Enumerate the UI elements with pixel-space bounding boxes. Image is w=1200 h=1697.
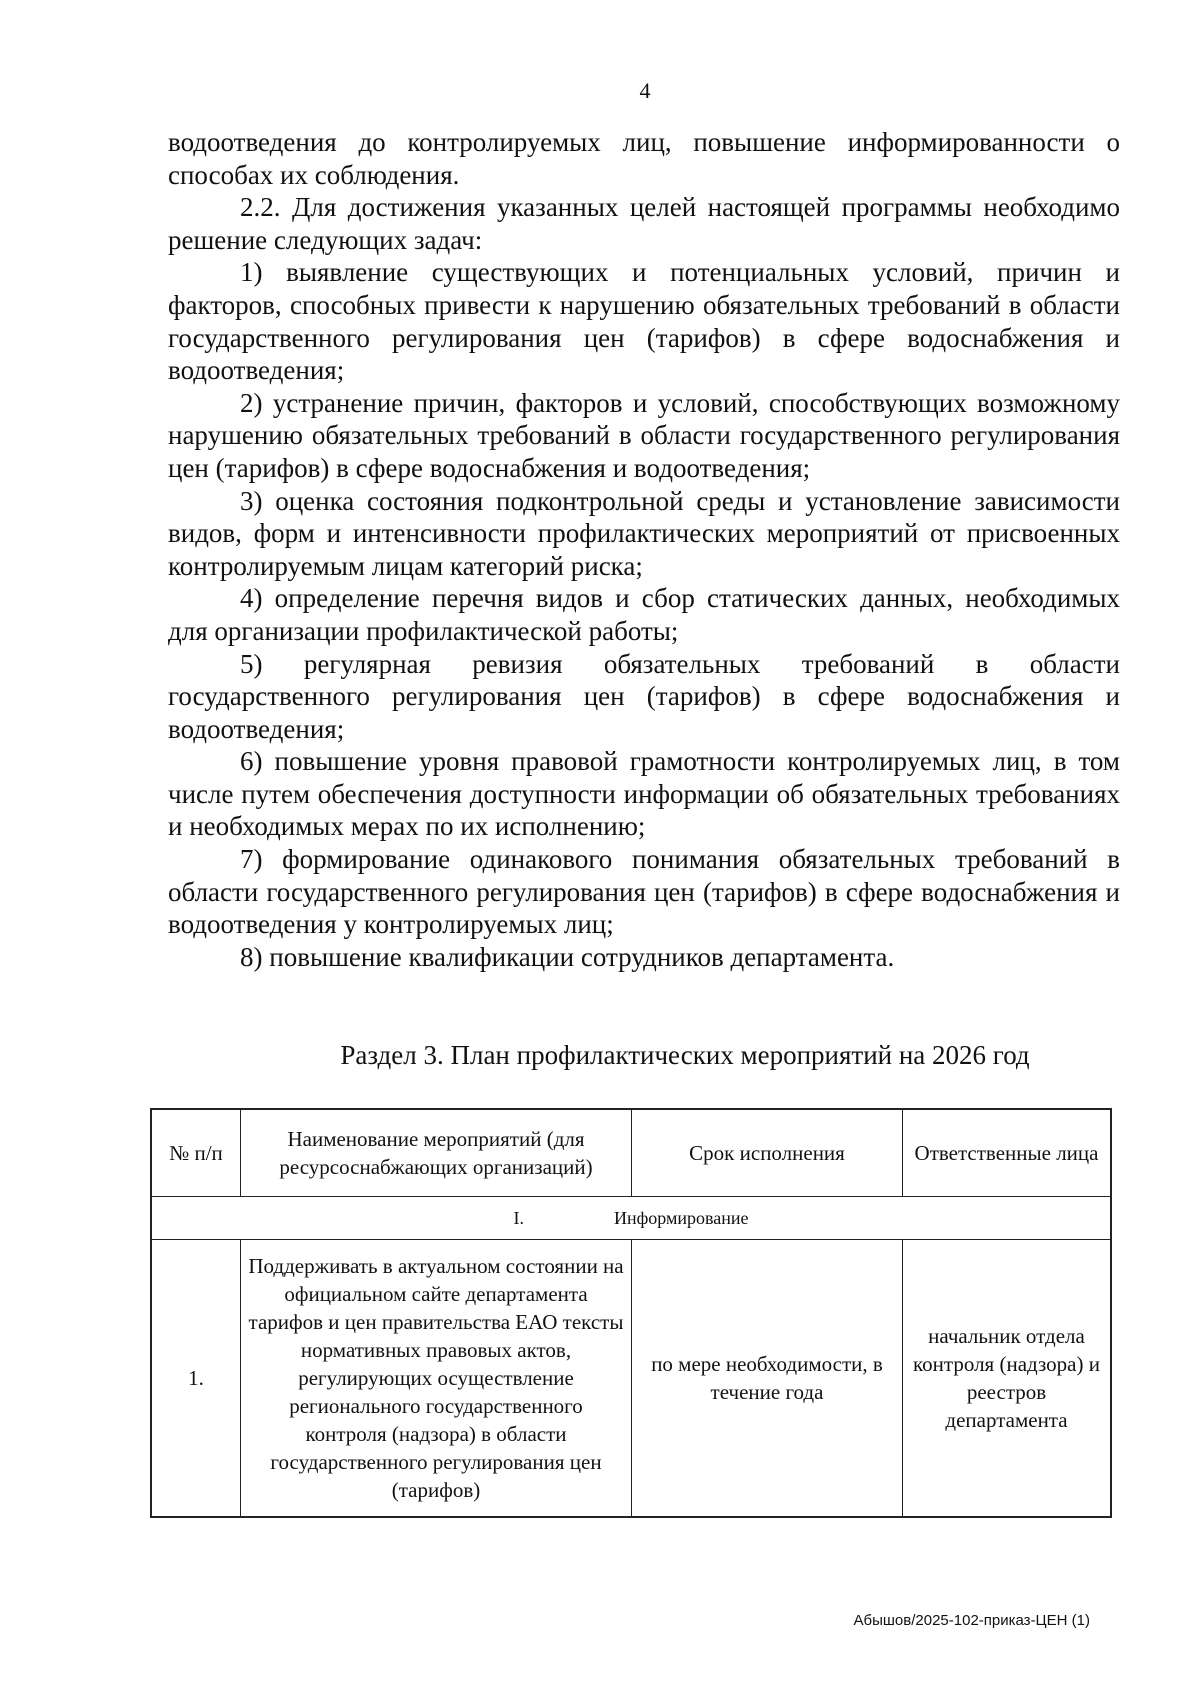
table-row — [151, 1240, 1111, 1518]
task-item: 5) регулярная ревизия обязательных требований в области государственного регулирования цен (тарифов) в сфере водоснабжения и водоотведения; — [168, 648, 1120, 744]
header-responsible: Ответственные лица — [903, 1109, 1112, 1197]
group-cell — [151, 1197, 1111, 1240]
page-number: 4 — [639, 78, 651, 103]
task-item: 4) определение перечня видов и сбор статических данных, необходимых для организации профилактической работы; — [168, 583, 1120, 646]
header-num: № п/п — [151, 1109, 241, 1197]
table-header-row — [151, 1109, 1111, 1197]
task-item: 1) выявление существующих и потенциальных условий, причин и факторов, способных привести к нарушению обязательных требований в области государственного регулирования цен (тарифов) в сфере водоснабжения и водоотведения; — [168, 257, 1120, 386]
task-item: 6) повышение уровня правовой грамотности контролируемых лиц, в том числе путем обеспечения доступности информации об обязательных требованиях и необходимых мерах по их исполнению; — [168, 746, 1120, 842]
table-group-row — [151, 1197, 1111, 1240]
paragraph: 2.2. Для достижения указанных целей настоящей программы необходимо решение следующих задач: — [168, 192, 1120, 255]
group-title: Информирование — [613, 1208, 749, 1228]
task-item: 3) оценка состояния подконтрольной среды и установление зависимости видов, форм и интенсивности профилактических мероприятий от присвоенных контролируемым лицам категорий риска; — [168, 485, 1120, 581]
row-term: по мере необходимости, в течение года — [632, 1240, 903, 1518]
task-item: 8) повышение квалификации сотрудников департамента. — [240, 941, 895, 972]
row-responsible: начальник отдела контроля (надзора) и реестров департамента — [903, 1240, 1112, 1518]
task-item: 7) формирование одинакового понимания обязательных требований в области государственного регулирования цен (тарифов) в сфере водоснабжения и водоотведения у контролируемых лиц; — [168, 844, 1120, 940]
header-term: Срок исполнения — [632, 1109, 903, 1197]
plan-table — [150, 1108, 1112, 1518]
row-num: 1. — [151, 1240, 241, 1518]
body-text — [168, 126, 1120, 973]
header-name: Наименование мероприятий (для ресурсоснабжающих организаций) — [241, 1109, 632, 1197]
paragraph: водоотведения до контролируемых лиц, повышение информированности о способах их соблюдения. — [168, 127, 1120, 190]
task-item: 2) устранение причин, факторов и условий, способствующих возможному нарушению обязательных требований в области государственного регулирования цен (тарифов) в сфере водоснабжения и водоотведения; — [168, 387, 1120, 483]
row-name: Поддерживать в актуальном состоянии на официальном сайте департамента тарифов и цен правительства ЕАО тексты нормативных правовых актов, регулирующих осуществление регионального государственного контроля (надзора) в области государственного регулирования цен (тарифов) — [241, 1240, 632, 1518]
section-title: Раздел 3. План профилактических мероприятий на 2026 год — [340, 1040, 1030, 1070]
document-reference: Абышов/2025-102-приказ-ЦЕН (1) — [853, 1612, 1090, 1629]
group-number: I. — [513, 1208, 524, 1228]
